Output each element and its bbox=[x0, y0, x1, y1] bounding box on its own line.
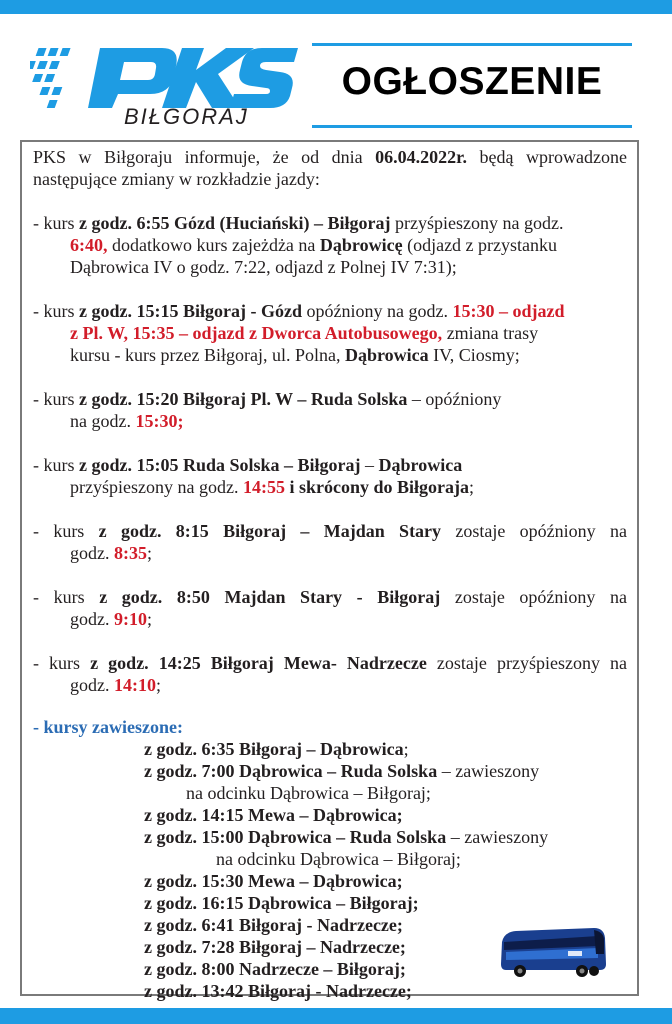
item1-line3: Dąbrowica IV o godz. 7:22, odjazd z Polnej IV 7:31); bbox=[70, 257, 457, 277]
bus-icon bbox=[498, 924, 608, 980]
item6-line1: - kurs z godz. 8:50 Majdan Stary - Biłgoraj zostaje opóźniony na bbox=[33, 587, 627, 607]
intro-paragraph: PKS w Biłgoraju informuje, że od dnia 06.04.2022r. będą wprowadzone następujące zmiany w rozkładzie jazdy: bbox=[33, 147, 627, 189]
top-accent-bar bbox=[0, 0, 672, 14]
suspended-item: z godz. 15:00 Dąbrowica – Ruda Solska – zawieszony bbox=[144, 827, 549, 847]
suspended-item: z godz. 14:15 Mewa – Dąbrowica; bbox=[144, 805, 403, 825]
item1-line2: 6:40, dodatkowo kurs zajeżdża na Dąbrowicę (odjazd z przystanku bbox=[70, 235, 558, 255]
suspended-heading: - kursy zawieszone: bbox=[33, 717, 183, 737]
item2-line3: kursu - kurs przez Biłgoraj, ul. Polna, Dąbrowica IV, Ciosmy; bbox=[70, 345, 520, 365]
suspended-item: z godz. 7:00 Dąbrowica – Ruda Solska – zawieszony bbox=[144, 761, 540, 781]
item2-line1: - kurs z godz. 15:15 Biłgoraj - Gózd opóźniony na godz. 15:30 – odjazd bbox=[33, 301, 565, 321]
item7-line1: - kurs z godz. 14:25 Biłgoraj Mewa- Nadrzecze zostaje przyśpieszony na bbox=[33, 653, 627, 673]
suspended-item: z godz. 8:00 Nadrzecze – Biłgoraj; bbox=[144, 959, 406, 979]
suspended-item: z godz. 6:35 Biłgoraj – Dąbrowica; bbox=[144, 739, 409, 759]
item6-line2: godz. 9:10; bbox=[70, 609, 153, 629]
suspended-item-note: na odcinku Dąbrowica – Biłgoraj; bbox=[216, 849, 461, 869]
item4-line1: - kurs z godz. 15:05 Ruda Solska – Biłgoraj – Dąbrowica bbox=[33, 455, 463, 475]
title-bottom-rule bbox=[312, 125, 632, 128]
suspended-item: z godz. 7:28 Biłgoraj – Nadrzecze; bbox=[144, 937, 406, 957]
item5-line2: godz. 8:35; bbox=[70, 543, 153, 563]
item2-line2: z Pl. W, 15:35 – odjazd z Dworca Autobusowego, zmiana trasy bbox=[70, 323, 539, 343]
logo-city-text: BIŁGORAJ bbox=[124, 104, 249, 129]
item4-line2: przyśpieszony na godz. 14:55 i skrócony do Biłgoraja; bbox=[70, 477, 474, 497]
suspended-item-note: na odcinku Dąbrowica – Biłgoraj; bbox=[186, 783, 431, 803]
item7-line2: godz. 14:10; bbox=[70, 675, 162, 695]
item3-line2: na godz. 15:30; bbox=[70, 411, 184, 431]
page-title: OGŁOSZENIE bbox=[341, 60, 603, 103]
item3-line1: - kurs z godz. 15:20 Biłgoraj Pl. W – Ruda Solska – opóźniony bbox=[33, 389, 502, 409]
item5-line1: - kurs z godz. 8:15 Biłgoraj – Majdan Stary zostaje opóźniony na bbox=[33, 521, 627, 541]
title-top-rule bbox=[312, 43, 632, 46]
bottom-accent-bar bbox=[0, 1008, 672, 1024]
item1-line1: - kurs z godz. 6:55 Gózd (Huciański) – Biłgoraj przyśpieszony na godz. bbox=[33, 213, 564, 233]
suspended-item: z godz. 15:30 Mewa – Dąbrowica; bbox=[144, 871, 403, 891]
suspended-item: z godz. 13:42 Biłgoraj - Nadrzecze; bbox=[144, 981, 412, 1001]
suspended-item: z godz. 16:15 Dąbrowica – Biłgoraj; bbox=[144, 893, 419, 913]
suspended-item: z godz. 6:41 Biłgoraj - Nadrzecze; bbox=[144, 915, 403, 935]
